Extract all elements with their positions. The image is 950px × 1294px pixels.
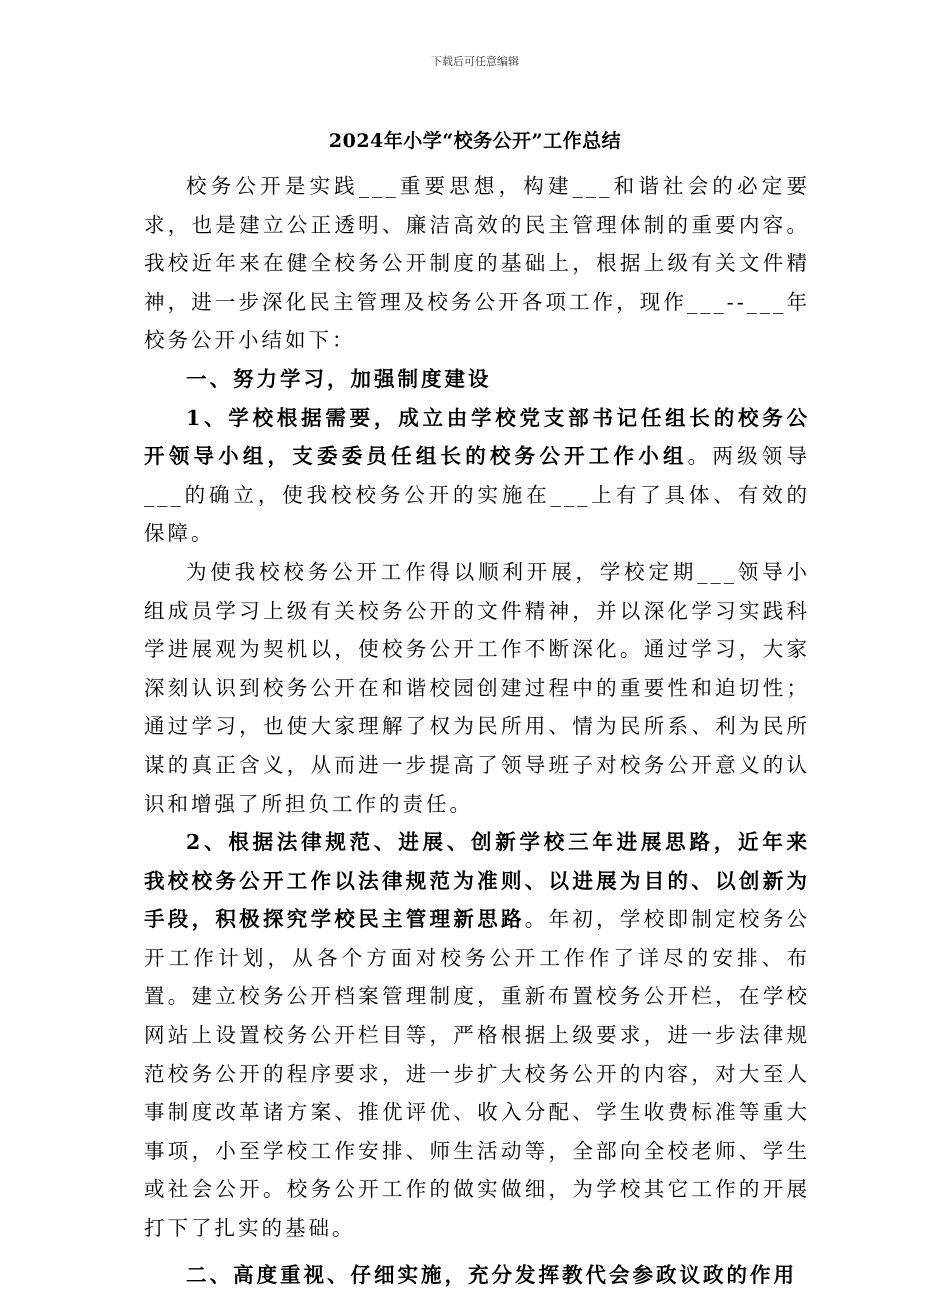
paragraph-1-bold-lead: 1、学校根据需要，成立由学校党支部书记任组长的校务公开领导小组，支委委员任组长的校务公开工作小组 [144, 405, 810, 469]
header-note: 下载后可任意编辑 [431, 55, 519, 68]
section-heading-1: 一、努力学习，加强制度建设 [186, 366, 492, 391]
paragraph-1-rest: 。两级领导___的确立，使我校校务公开的实施在___上有了具体、有效的保障。 [144, 444, 811, 546]
paragraph-intro: 校务公开是实践___重要思想，构建___和谐社会的必定要求，也是建立公正透明、廉洁高效的民主管理体制的重要内容。我校近年来在健全校务公开制度的基础上，根据上级有关文件精神，进一步深化民主管理及校务公开各项工作，现作___--___年校务公开小结如下： [144, 174, 810, 353]
document-title: 2024年小学“校务公开”工作总结 [328, 130, 622, 152]
paragraph-2-bold-lead: 2、根据法律规范、进展、创新学校三年进展思路，近年来我校校务公开工作以法律规范为准则、以进展为目的、以创新为手段，积极探究学校民主管理新思路 [144, 830, 810, 932]
paragraph-2 [144, 823, 810, 1248]
document-body [144, 167, 810, 1294]
paragraph-2-rest: 。年初，学校即制定校务公开工作计划，从各个方面对校务公开工作作了详尽的安排、布置。建立校务公开档案管理制度，重新布置校务公开栏，在学校网站上设置校务公开栏目等，严格根据上级要求，进一步法律规范校务公开的程序要求，进一步扩大校务公开的内容，对大至人事制度改革诸方案、推优评优、收入分配、学生收费标准等重大事项，小至学校工作安排、师生活动等，全部向全校老师、学生或社会公开。校务公开工作的做实做细，为学校其它工作的开展打下了扎实的基础。 [144, 907, 811, 1241]
section-heading-2: 二、高度重视、仔细实施，充分发挥教代会参政议政的作用 [186, 1262, 797, 1287]
paragraph-study: 为使我校校务公开工作得以顺利开展，学校定期___领导小组成员学习上级有关校务公开的文件精神，并以深化学习实践科学进展观为契机以，使校务公开工作不断深化。通过学习，大家深刻认识到校务公开在和谐校园创建过程中的重要性和迫切性；通过学习，也使大家理解了权为民所用、情为民所系、利为民所谋的真正含义，从而进一步提高了领导班子对校务公开意义的认识和增强了所担负工作的责任。 [144, 559, 810, 816]
paragraph-1 [144, 399, 810, 553]
